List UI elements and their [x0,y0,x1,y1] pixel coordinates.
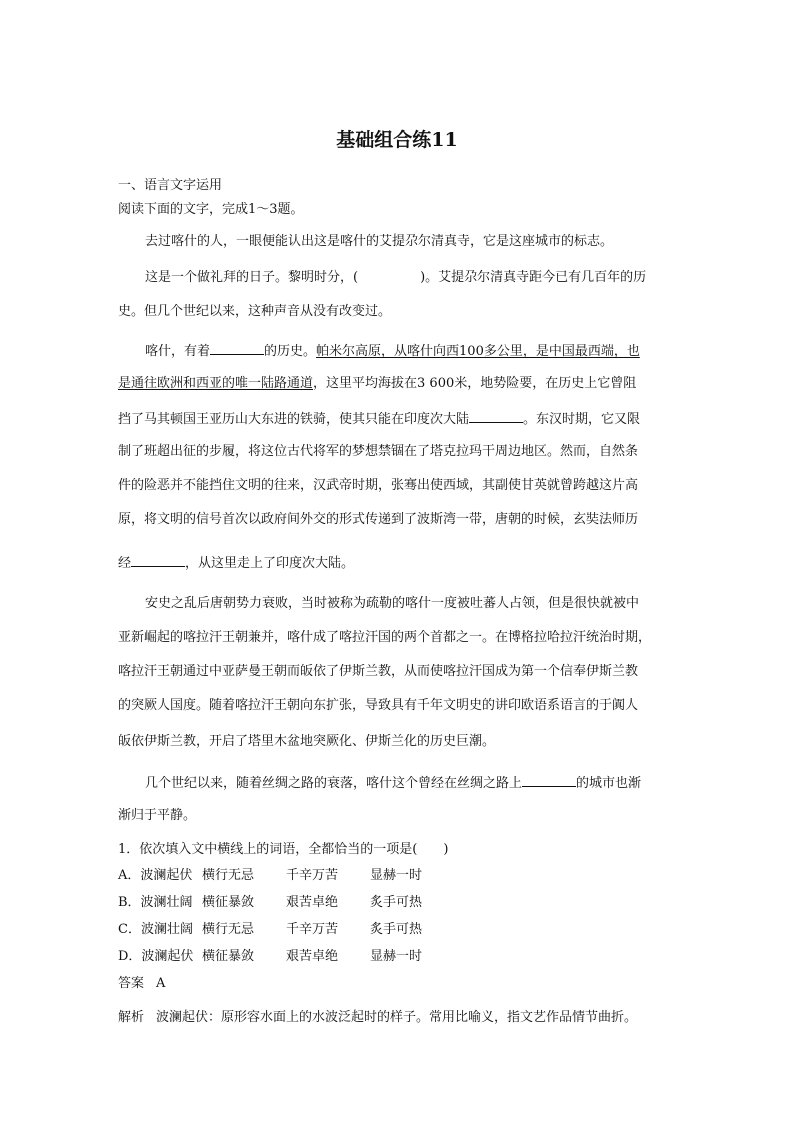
paragraph-3-line-3: 挡了马其顿国王亚历山大东进的铁骑，使其只能在印度次大陆 。东汉时期，它又限 [118,412,641,427]
fill-blank-1 [210,342,264,355]
paragraph-4-line-1: 安史之乱后唐朝势力衰败，当时被称为疏勒的喀什一度被吐蕃人占领，但是很快就被中 [145,596,640,611]
fill-blank-2 [469,410,523,423]
page-title: 基础组合练11 [336,129,458,151]
section-heading: 一、语言文字运用 [118,178,223,193]
paragraph-2-line-1: 这是一个做礼拜的日子。黎明时分，( )。艾提尕尔清真寺距今已有几百年的历 [145,270,647,285]
paragraph-3-line-4: 制了班超出征的步履，将这位古代将军的梦想禁锢在了塔克拉玛干周边地区。然而，自然条 [118,444,639,459]
paragraph-4-line-2: 亚新崛起的喀拉汗王朝兼并，喀什成了喀拉汗国的两个首都之一。在博格拉哈拉汗统治时期， [118,630,652,645]
fill-blank-4 [522,774,576,787]
answer-value: A [156,976,166,991]
paragraph-4-line-5: 皈依伊斯兰教，开启了塔里木盆地突厥化、伊斯兰化的历史巨潮。 [118,734,496,749]
paragraph-4-line-3: 喀拉汗王朝通过中亚萨曼王朝而皈依了伊斯兰教，从而使喀拉汗国成为第一个信奉伊斯兰教 [118,664,639,679]
answer-line [118,976,165,992]
analysis-line [118,1010,637,1026]
paragraph-3-line-1: 喀什，有着 的历史。帕米尔高原，从喀什向西100多公里，是中国最西端，也 [145,344,640,359]
underlined-sentence-cont: 是通往欧洲和西亚的唯一陆路通道 [118,376,314,391]
paragraph-2-line-2: 史。但几个世纪以来，这种声音从没有改变过。 [118,304,392,319]
option-b: B．波澜壮阔 横征暴敛 艰苦卓绝 炙手可热 [118,895,423,910]
analysis-label: 解析 [118,1010,145,1025]
question-1: 1．依次填入文中横线上的词语，全都恰当的一项是( ) [118,842,449,857]
paragraph-5-line-2: 渐归于平静。 [118,808,197,823]
paragraph-3-line-2: 是通往欧洲和西亚的唯一陆路通道，这里平均海拔在3 600米，地势险要，在历史上它曾阻 [118,376,637,391]
option-a: A．波澜起伏 横行无忌 千辛万苦 显赫一时 [118,868,423,883]
option-c: C．波澜壮阔 横行无忌 千辛万苦 炙手可热 [118,922,423,937]
paragraph-5-line-1: 几个世纪以来，随着丝绸之路的衰落，喀什这个曾经在丝绸之路上 的城市也渐 [145,776,642,791]
instruction: 阅读下面的文字，完成1～3题。 [118,202,304,217]
analysis-text: 波澜起伏：原形容水面上的水波泛起时的样子。常用比喻义，指文艺作品情节曲折。 [156,1010,638,1025]
underlined-sentence: 帕米尔高原，从喀什向西100多公里，是中国最西端，也 [316,344,640,359]
paragraph-1: 去过喀什的人，一眼便能认出这是喀什的艾提尕尔清真寺，它是这座城市的标志。 [145,234,614,249]
paragraph-3-line-6: 原，将文明的信号首次以政府间外交的形式传递到了波斯湾一带，唐朝的时候，玄奘法师历 [118,512,639,527]
paragraph-3-line-7: 经 ，从这里走上了印度次大陆。 [118,556,355,571]
fill-blank-3 [131,554,185,567]
paragraph-3-line-5: 件的险恶并不能挡住文明的往来，汉武帝时期，张骞出使西域，其副使甘英就曾跨越这片高 [118,478,639,493]
answer-label: 答案 [118,976,145,991]
option-d: D．波澜起伏 横征暴敛 艰苦卓绝 显赫一时 [118,949,423,964]
paragraph-4-line-4: 的突厥人国度。随着喀拉汗王朝向东扩张，导致具有千年文明史的讲印欧语系语言的于阗人 [118,698,639,713]
